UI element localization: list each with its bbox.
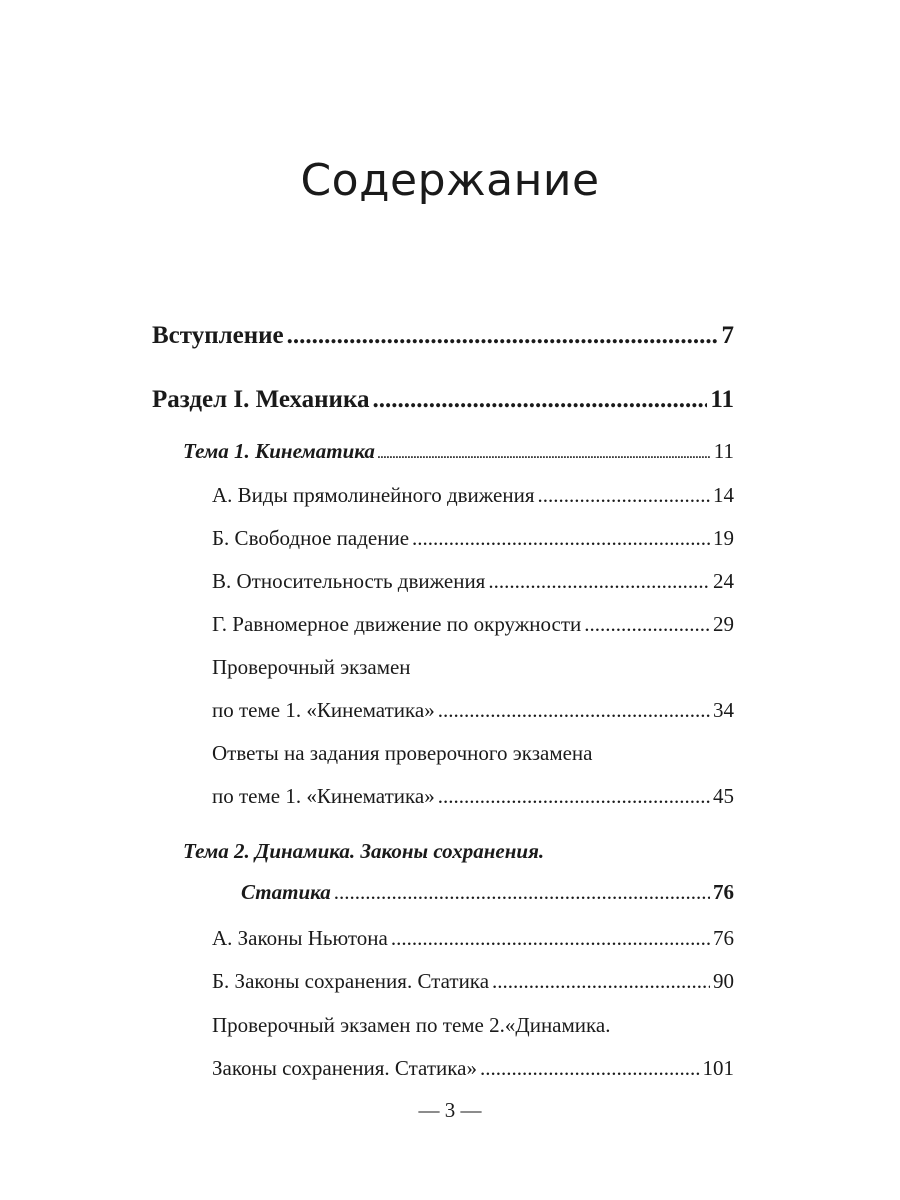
toc-entry-label: Статика xyxy=(241,880,331,904)
toc-page-number: 76 xyxy=(713,880,734,904)
toc-entry-topic-1 xyxy=(183,439,734,464)
toc-entry-label: В. Относительность движения xyxy=(212,569,486,593)
toc-entry-label: Б. Законы сохранения. Статика xyxy=(212,969,490,993)
toc-entry-exam xyxy=(212,698,734,723)
toc-page-number: 7 xyxy=(721,322,734,349)
dot-leader xyxy=(480,1056,700,1081)
toc-entry-item xyxy=(212,483,734,508)
toc-page-number: 90 xyxy=(713,969,734,993)
toc-entry-item xyxy=(212,969,734,994)
toc-page-number: 11 xyxy=(710,386,734,413)
dot-leader xyxy=(334,880,710,905)
toc-entry-item xyxy=(212,526,734,551)
toc-entry-exam-line1: Проверочный экзамен xyxy=(212,655,411,679)
toc-page-number: 45 xyxy=(713,784,734,808)
dot-leader xyxy=(412,526,710,551)
toc-entry-label: Раздел I. Механика xyxy=(152,386,370,413)
toc-entry-topic-2 xyxy=(241,880,734,905)
toc-entry-answers-line1: Ответы на задания проверочного экзамена xyxy=(212,741,593,765)
dot-leader xyxy=(584,612,710,637)
toc-entry-label: Вступление xyxy=(152,322,284,349)
toc-entry-answers xyxy=(212,784,734,809)
toc-entry-section-1 xyxy=(152,386,734,414)
toc-entry-label: Г. Равномерное движение по окружности xyxy=(212,612,582,636)
toc-page-number: 34 xyxy=(713,698,734,722)
toc-entry-intro xyxy=(152,322,734,350)
toc-page-number: 101 xyxy=(702,1056,734,1080)
toc-page-number: 29 xyxy=(713,612,734,636)
toc-page-number: 14 xyxy=(713,483,734,507)
dot-leader xyxy=(372,386,707,414)
toc-entry-label: Законы сохранения. Статика» xyxy=(212,1056,477,1080)
toc-page-number: 24 xyxy=(713,569,734,593)
toc-page-number: 11 xyxy=(713,439,734,463)
dot-leader xyxy=(538,483,711,508)
toc-entry-label: по теме 1. «Кинематика» xyxy=(212,784,435,808)
dot-leader xyxy=(391,926,710,951)
toc-entry-exam-2-line1: Проверочный экзамен по теме 2.«Динамика. xyxy=(212,1013,611,1037)
toc-entry-label: Б. Свободное падение xyxy=(212,526,410,550)
dot-leader xyxy=(488,569,710,594)
toc-entry-label: по теме 1. «Кинематика» xyxy=(212,698,435,722)
toc-entry-topic-2-line1: Тема 2. Динамика. Законы сохранения. xyxy=(183,839,545,863)
dot-leader xyxy=(378,447,711,462)
toc-entry-label: А. Законы Ньютона xyxy=(212,926,388,950)
toc-entry-item xyxy=(212,569,734,594)
toc-entry-exam-2 xyxy=(212,1056,734,1081)
toc-entry-label: Тема 1. Кинематика xyxy=(183,439,375,463)
dot-leader xyxy=(438,698,710,723)
dot-leader xyxy=(438,784,710,809)
toc-entry-label: А. Виды прямолинейного движения xyxy=(212,483,535,507)
dot-leader xyxy=(287,322,719,350)
page-title: Содержание xyxy=(300,155,600,206)
toc-page-number: 76 xyxy=(713,926,734,950)
page-number-footer: — 3 — xyxy=(418,1098,482,1122)
toc-page-number: 19 xyxy=(713,526,734,550)
toc-entry-item xyxy=(212,612,734,637)
toc-entry-item xyxy=(212,926,734,951)
dot-leader xyxy=(492,969,710,994)
